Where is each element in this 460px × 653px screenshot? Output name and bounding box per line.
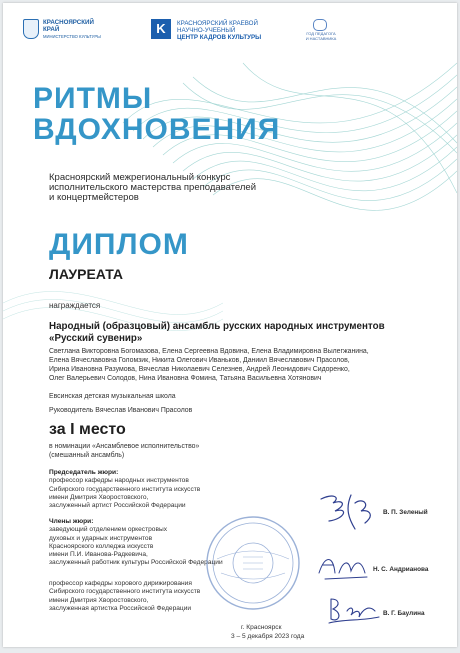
ministry-logo: [23, 19, 123, 41]
jury-member-line: имени П.И. Иванова-Радкевича,: [49, 551, 148, 559]
members-line: Елена Вячеславовна Голомзик, Никита Олегович Иваньков, Даниил Вячеславович Прасолов,: [49, 357, 350, 364]
event-subtitle: [49, 173, 349, 203]
year-logo-line: ГОД ПЕДАГОГА: [306, 31, 336, 36]
nomination-text: [49, 443, 269, 460]
jury-member-line: Красноярского колледжа искусств: [49, 542, 154, 550]
members-line: Ирина Ивановна Разумова, Вячеслав Николаевич Селезнев, Андрей Леонидович Сидоренко,: [49, 366, 350, 373]
ensemble-name: [49, 321, 419, 345]
center-logo-line: НАУЧНО-УЧЕБНЫЙ: [177, 27, 236, 34]
place-award: за I место: [49, 421, 126, 438]
year-logo-line: И НАСТАВНИКА: [305, 36, 337, 41]
nomination-line: в номинации «Ансамблевое исполнительство»: [49, 443, 200, 450]
diploma-page: [3, 3, 457, 647]
kk-logo-icon: K: [151, 19, 171, 39]
nomination-line: (смешанный ансамбль): [49, 451, 125, 459]
jury-chair-line: Сибирского государственного института искусств: [49, 485, 201, 493]
school-name: Евсинская детская музыкальная школа: [49, 393, 176, 400]
jury-members-heading: Члены жюри:: [49, 518, 94, 525]
jury-member-line: заслуженная артистка Российской Федерации: [49, 604, 192, 612]
jury-chair-line: профессор кафедры народных инструментов: [49, 477, 189, 485]
jury-chair-heading: Председатель жюри:: [49, 469, 119, 476]
event-title-line: ВДОХНОВЕНИЯ: [33, 113, 281, 146]
jury-member-line: профессор кафедры хорового дирижирования: [49, 580, 192, 587]
ensemble-name-line: Народный (образцовый) ансамбль русских народных инструментов: [49, 321, 385, 332]
members-line: Олег Валерьевич Солодов, Нина Ивановна Фомина, Татьяна Васильевна Хотянович: [49, 375, 322, 382]
diploma-heading: ДИПЛОМ: [49, 228, 189, 261]
awarded-text: награждается: [49, 301, 101, 310]
jury-chair-block: [49, 469, 289, 510]
jury-member-line: Сибирского государственного института искусств: [49, 588, 201, 596]
leader-name: Руководитель Вячеслав Иванович Прасолов: [49, 407, 193, 414]
jury-member-2-name: В. Г. Баулина: [383, 610, 425, 617]
event-subtitle-line: исполнительского мастерства преподавателей: [49, 182, 257, 193]
footer-dates: 3 – 5 декабря 2023 года: [231, 633, 305, 640]
members-line: Светлана Викторовна Богомазова, Елена Сергеевна Вдовина, Елена Владимировна Вылегжанина,: [49, 348, 369, 355]
year-of-teacher-logo: [301, 19, 371, 43]
event-title: [33, 83, 280, 145]
ensemble-name-line: «Русский сувенир»: [49, 333, 143, 344]
event-title-line: РИТМЫ: [33, 82, 153, 115]
center-logo-line: ЦЕНТР КАДРОВ КУЛЬТУРЫ: [177, 34, 262, 41]
jury-chair-line: заслуженный артист Российской Федерации: [49, 502, 186, 510]
signature-baulina: [325, 593, 383, 627]
official-stamp: [203, 513, 303, 613]
event-subtitle-line: и концертмейстеров: [49, 192, 139, 203]
jury-chair-name: В. П. Зеленый: [383, 509, 428, 516]
jury-member-line: заслуженный работник культуры Российской Федерации: [49, 559, 223, 567]
center-logo-line: КРАСНОЯРСКИЙ КРАЕВОЙ: [177, 20, 258, 27]
jury-chair-line: имени Дмитрия Хворостовского,: [49, 493, 149, 501]
heart-icon: [313, 19, 327, 31]
jury-member-line: имени Дмитрия Хворостовского,: [49, 596, 149, 604]
signature-andrianova: [315, 549, 375, 583]
ministry-logo-line: КРАЙ: [43, 26, 60, 33]
ministry-logo-caption: МИНИСТЕРСТВО КУЛЬТУРЫ: [43, 34, 101, 39]
center-logo: [151, 19, 281, 43]
coat-of-arms-icon: [23, 19, 39, 39]
members-list: [49, 347, 429, 383]
laureate-heading: ЛАУРЕАТА: [49, 266, 123, 282]
jury-member-line: духовых и ударных инструментов: [49, 534, 153, 542]
jury-member-line: заведующий отделением оркестровых: [49, 526, 167, 534]
event-subtitle-line: Красноярский межрегиональный конкурс: [49, 172, 231, 183]
signature-zeleny: [315, 489, 381, 533]
footer-city: г. Красноярск: [241, 624, 282, 631]
ministry-logo-line: КРАСНОЯРСКИЙ: [43, 19, 94, 26]
jury-member-1-name: Н. С. Андрианова: [373, 566, 429, 573]
